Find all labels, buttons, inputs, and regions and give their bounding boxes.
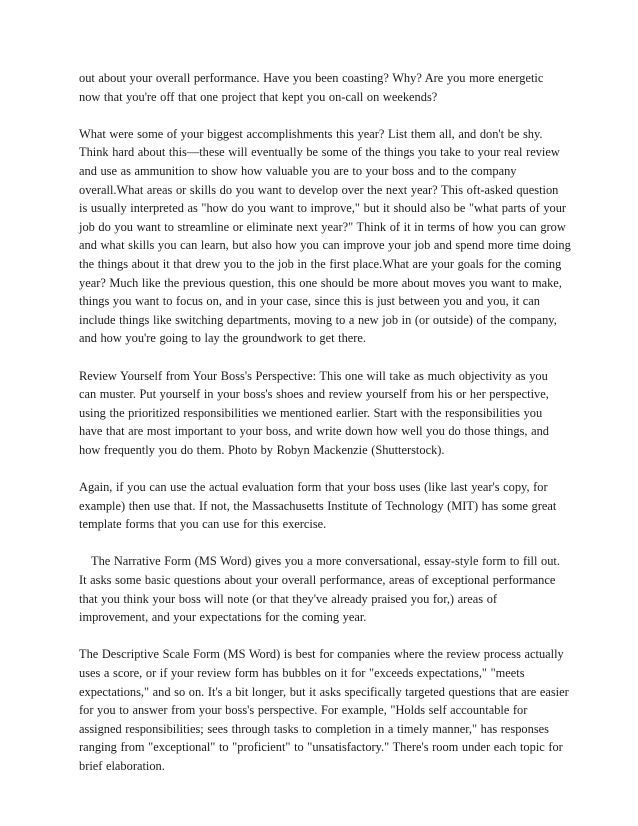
text-line: template forms that you can use for this exercise. [79,517,327,532]
text-line: and how you're going to lay the groundwork to get there. [79,331,366,346]
text-line: for you to answer from your boss's perspective. For example, "Holds self accountable for [79,703,528,718]
text-line: out about your overall performance. Have you been coasting? Why? Are you more energetic [79,71,544,85]
paragraph-accomplishments [79,125,579,348]
text-line: now that you're off that one project that kept you on-call on weekends? [79,89,438,104]
text-line: year? Much like the previous question, this one should be more about moves you want to make, [79,275,562,290]
paragraph-performance-intro [79,69,579,106]
text-line: Think hard about this—these will eventually be some of the things you take to your real review [79,145,560,160]
paragraph-boss-perspective [79,367,579,460]
text-line: and what skills you can learn, but also how you can improve your job and spend more time doing [79,238,571,253]
text-line: assigned responsibilities; sees through tasks to completion in a timely manner," has responses [79,721,549,736]
text-line: It asks some basic questions about your overall performance, areas of exceptional performance [79,573,556,588]
text-line: example) then use that. If not, the Massachusetts Institute of Technology (MIT) has some great [79,498,557,513]
text-line: The Narrative Form (MS Word) gives you a more conversational, essay-style form to fill out. [91,554,560,569]
text-line: What were some of your biggest accomplishments this year? List them all, and don't be shy. [79,126,543,141]
text-line: ranging from "exceptional" to "proficient" to "unsatisfactory." There's room under each topic for [79,740,563,755]
document-body [79,69,579,794]
text-line: things you want to focus on, and in your case, since this is just between you and you, it can [79,294,540,309]
text-line: is usually interpreted as "how do you want to improve," but it should also be "what parts of your [79,201,567,216]
text-line: can muster. Put yourself in your boss's shoes and review yourself from his or her perspective, [79,387,549,402]
text-line: Again, if you can use the actual evaluation form that your boss uses (like last year's copy, for [79,480,548,495]
text-line: job do you want to streamline or eliminate next year?" Think of it in terms of how you can grow [79,219,566,234]
text-line: using the prioritized responsibilities we mentioned earlier. Start with the responsibilities you [79,405,543,420]
text-line: and use as ammunition to show how valuable you are to your boss and to the company [79,163,517,178]
text-line: that you think your boss will note (or that they've already praised you for,) areas of [79,591,498,606]
text-line: include things like switching departments, moving to a new job in (or outside) of the company, [79,312,557,327]
text-line: Review Yourself from Your Boss's Perspective: This one will take as much objectivity as you [79,368,548,383]
text-line: expectations," and so on. It's a bit longer, but it asks specifically targeted questions that are easier [79,684,569,699]
text-line: have that are most important to your boss, and write down how well you do those things, and [79,424,549,439]
text-line: improvement, and your expectations for the coming year. [79,610,367,625]
paragraph-evaluation-form [79,478,579,534]
text-line: uses a score, or if your review form has bubbles on it for "exceeds expectations," "meets [79,666,525,680]
text-line: brief elaboration. [79,758,165,773]
text-line: overall.What areas or skills do you want to develop over the next year? This oft-asked question [79,182,559,197]
text-line: The Descriptive Scale Form (MS Word) is best for companies where the review process actually [79,647,564,662]
paragraph-descriptive-scale-form [79,645,579,775]
text-line: how frequently you do them. Photo by Robyn Mackenzie (Shutterstock). [79,442,445,457]
text-line: the things about it that drew you to the job in the first place.What are your goals for the coming [79,256,562,271]
paragraph-narrative-form [79,552,579,626]
